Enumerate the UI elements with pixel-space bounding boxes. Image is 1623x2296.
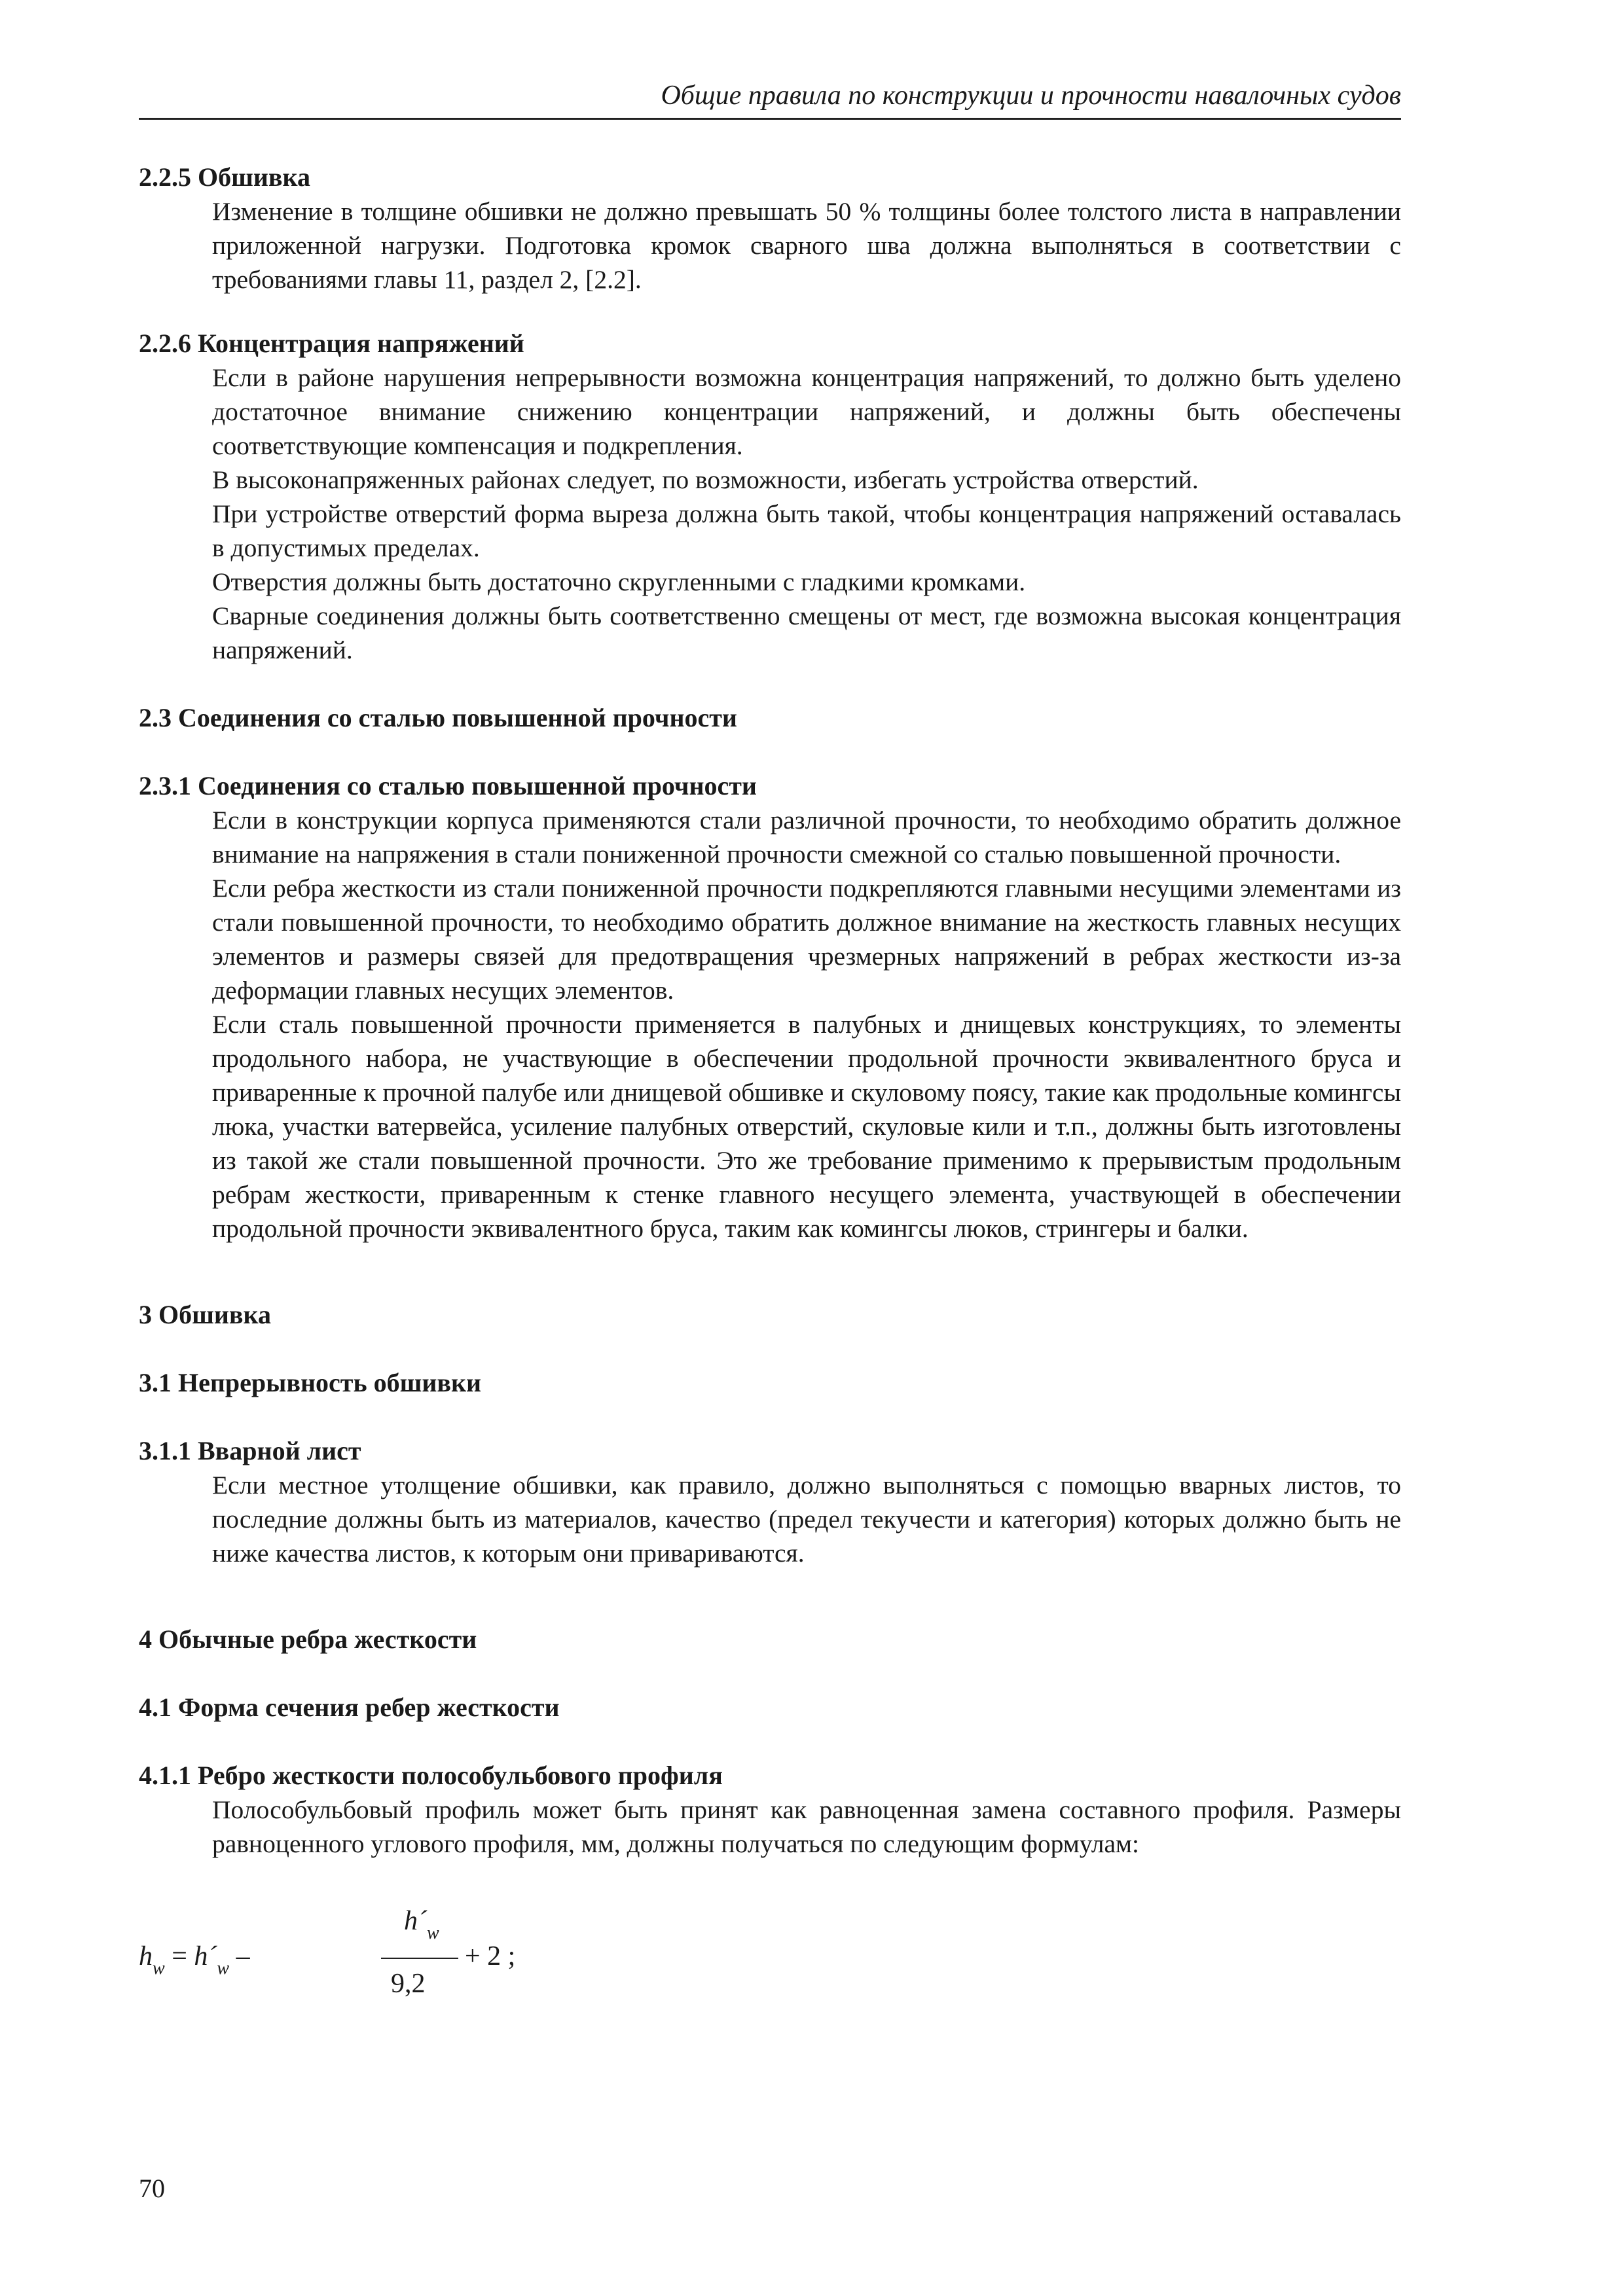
section-heading-4-1-1: 4.1.1 Ребро жесткости полособульбового профиля (139, 1761, 723, 1790)
section-heading-2-3: 2.3 Соединения со сталью повышенной прочности (139, 703, 737, 732)
formula-numerator-var: h´ (404, 1906, 427, 1936)
paragraph: Если ребра жесткости из стали пониженной прочности подкрепляются главными несущими элементами из стали повышенной прочности, то необходимо обратить должное внимание на жесткость главных несущих элементов и размеры связей для предотвращения чрезмерных напряжений в ребрах жесткости из-за деформации главных несущих элементов. (212, 874, 1401, 1005)
paragraph: Если в районе нарушения непрерывности возможна концентрация напряжений, то должно быть уделено достаточное внимание снижению концентрации напряжений, и должны быть обеспечены соответствующие компенсация и подкрепления. (212, 363, 1401, 460)
section-heading-2-2-6: 2.2.6 Концентрация напряжений (139, 329, 524, 358)
paragraph: Если в конструкции корпуса применяются стали различной прочности, то необходимо обратить должное внимание на напряжения в стали пониженной прочности смежной со сталью повышенной прочности. (212, 806, 1401, 869)
section-heading-2-2-5: 2.2.5 Обшивка (139, 162, 310, 192)
paragraph: Если сталь повышенной прочности применяется в палубных и днищевых конструкциях, то элементы продольного набора, не участвующие в обеспечении продольной прочности эквивалентного бруса и приваренные к прочной палубе или днищевой обшивке и скуловому поясу, такие как продольные комингсы люка, участки ватервейса, усиление палубных отверстий, скуловые кили и т.п., должны быть изготовлены из такой же стали повышенной прочности. Это же требование применимо к прерывистым продольным ребрам жесткости, приваренным к стенке главного несущего элемента, участвующей в обеспечении продольной прочности эквивалентного бруса, таким как комингсы люков, стрингеры и балки. (212, 1010, 1401, 1243)
formula-plus-const: + 2 ; (465, 1941, 516, 1971)
formula-term-var: h´ (194, 1941, 217, 1971)
formula-term-sub: w (217, 1958, 230, 1979)
section-heading-3: 3 Обшивка (139, 1300, 271, 1329)
formula-numerator-sub: w (427, 1923, 439, 1943)
document-body (139, 160, 1401, 2024)
section-heading-3-1-1: 3.1.1 Вварной лист (139, 1436, 361, 1465)
paragraph: При устройстве отверстий форма выреза должна быть такой, чтобы концентрация напряжений оставалась в допустимых пределах. (212, 499, 1401, 562)
section-heading-2-3-1: 2.3.1 Соединения со сталью повышенной прочности (139, 771, 757, 800)
section-heading-4-1: 4.1 Форма сечения ребер жесткости (139, 1693, 560, 1722)
formula-denominator: 9,2 (391, 1969, 426, 1999)
formula-lhs-var: h (139, 1941, 153, 1971)
formula-minus: – (236, 1941, 250, 1971)
section-heading-3-1: 3.1 Непрерывность обшивки (139, 1368, 482, 1397)
section-heading-4: 4 Обычные ребра жесткости (139, 1624, 477, 1654)
paragraph: Полособульбовый профиль может быть принят как равноценная замена составного профиля. Размеры равноценного углового профиля, мм, должны получаться по следующим формулам: (212, 1795, 1401, 1858)
paragraph: Если местное утолщение обшивки, как правило, должно выполняться с помощью вварных листов, то последние должны быть из материалов, качество (предел текучести и категория) которых должно быть не ниже качества листов, к которым они привариваются. (212, 1471, 1401, 1568)
paragraph: Изменение в толщине обшивки не должно превышать 50 % толщины более толстого листа в направлении приложенной нагрузки. Подготовка кромок сварного шва должна выполняться в соответствии с требованиями главы 11, раздел 2, [2.2]. (212, 197, 1401, 294)
page-number: 70 (139, 2174, 165, 2203)
paragraph: Отверстия должны быть достаточно скругленными с гладкими кромками. (212, 567, 1026, 596)
header-divider (139, 118, 1401, 120)
paragraph: Сварные соединения должны быть соответственно смещены от мест, где возможна высокая концентрация напряжений. (212, 601, 1401, 664)
formula-lhs-sub: w (153, 1958, 165, 1979)
formula-hw (139, 1887, 1401, 2024)
paragraph: В высоконапряженных районах следует, по возможности, избегать устройства отверстий. (212, 465, 1199, 494)
fraction-bar (381, 1958, 458, 1959)
formula-equals: = (172, 1941, 187, 1971)
running-header: Общие правила по конструкции и прочности навалочных судов (661, 81, 1401, 111)
